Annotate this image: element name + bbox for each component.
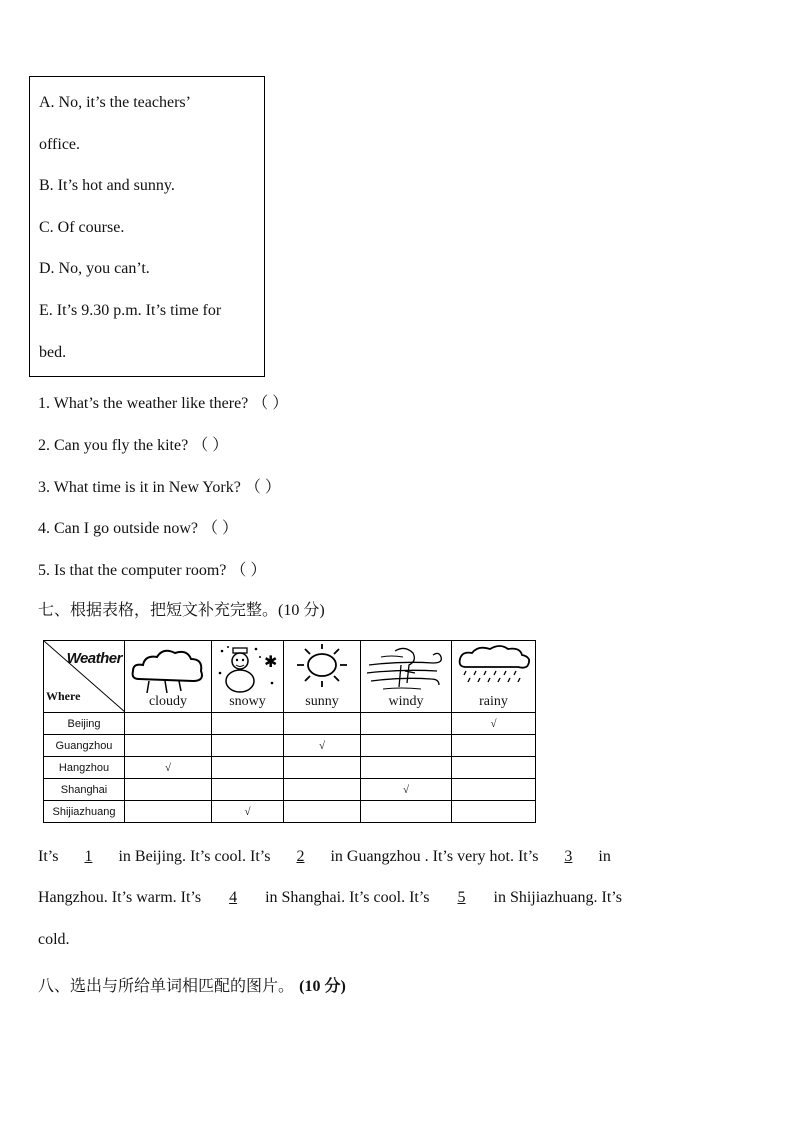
mark-cell [452, 801, 536, 823]
city-cell: Beijing [44, 713, 125, 735]
column-label: windy [388, 694, 424, 709]
mark-cell [284, 801, 361, 823]
option-e-line1: E. It’s 9.30 p.m. It’s time for [39, 302, 222, 319]
question-text: 3. What time is it in New York? [38, 479, 241, 496]
question-text: 1. What’s the weather like there? [38, 395, 249, 412]
question-2 [38, 432, 228, 455]
passage-text: in Shijiazhuang. It’s [493, 889, 622, 906]
section-7-title [38, 597, 325, 620]
mark-cell: √ [284, 735, 361, 757]
mark-cell [125, 801, 212, 823]
column-label: sunny [305, 694, 339, 709]
weather-table [43, 640, 536, 823]
mark-cell [212, 757, 284, 779]
column-windy [361, 641, 452, 713]
city-cell: Guangzhou [44, 735, 125, 757]
mark-cell [125, 735, 212, 757]
passage-text: It’s [38, 848, 59, 865]
blank-1[interactable]: 1 [84, 848, 93, 865]
section-8-score: (10 分) [299, 978, 346, 995]
passage-line-1 [38, 848, 611, 866]
answer-blank[interactable]: （ ） [252, 395, 289, 412]
option-e-line2: bed. [39, 344, 67, 361]
mark-cell [361, 757, 452, 779]
blank-4[interactable]: 4 [229, 889, 238, 906]
mark-cell [212, 735, 284, 757]
corner-weather-label: Weather [66, 650, 122, 667]
answer-blank[interactable]: （ ） [201, 520, 238, 537]
section-7-score: (10 分) [278, 602, 325, 619]
column-snowy [212, 641, 284, 713]
question-text: 4. Can I go outside now? [38, 520, 198, 537]
question-4 [38, 515, 238, 538]
table-header-row [44, 641, 536, 713]
mark-cell [361, 713, 452, 735]
passage-text: in [598, 848, 611, 865]
option-d: D. No, you can’t. [39, 260, 150, 277]
mark-cell [284, 713, 361, 735]
city-cell: Shijiazhuang [44, 801, 125, 823]
blank-3[interactable]: 3 [564, 848, 573, 865]
column-label: rainy [479, 694, 508, 709]
passage-text: in Shanghai. It’s cool. It’s [265, 889, 430, 906]
option-a-line2: office. [39, 136, 81, 153]
mark-cell: √ [452, 713, 536, 735]
wind-icon [361, 643, 452, 693]
section-8-heading: 八、选出与所给单词相匹配的图片。 [38, 976, 295, 995]
column-label: snowy [229, 694, 266, 709]
city-cell: Hangzhou [44, 757, 125, 779]
section-8-title [38, 973, 346, 996]
question-5 [38, 557, 266, 580]
passage-text: in Beijing. It’s cool. It’s [118, 848, 271, 865]
passage-line-2 [38, 889, 622, 907]
passage-line-3: cold. [38, 931, 70, 948]
table-row [44, 735, 536, 757]
table-row [44, 757, 536, 779]
question-3 [38, 474, 281, 497]
question-1 [38, 390, 288, 413]
column-rainy [452, 641, 536, 713]
table-row [44, 779, 536, 801]
mark-cell [361, 801, 452, 823]
table-corner-cell [44, 641, 125, 713]
city-cell: Shanghai [44, 779, 125, 801]
svg-text:✱: ✱ [264, 652, 278, 671]
option-b: B. It’s hot and sunny. [39, 177, 175, 194]
mark-cell [125, 713, 212, 735]
mark-cell [284, 757, 361, 779]
cloud-icon [125, 643, 212, 693]
mark-cell: √ [212, 801, 284, 823]
mark-cell [212, 779, 284, 801]
answer-blank[interactable]: （ ） [192, 437, 229, 454]
sun-icon [284, 643, 361, 693]
column-label: cloudy [148, 694, 188, 709]
mark-cell: √ [361, 779, 452, 801]
rain-icon [452, 643, 536, 693]
mark-cell: √ [125, 757, 212, 779]
blank-2[interactable]: 2 [296, 848, 305, 865]
mark-cell [125, 779, 212, 801]
answer-blank[interactable]: （ ） [244, 479, 281, 496]
option-c: C. Of course. [39, 219, 125, 236]
mark-cell [452, 735, 536, 757]
column-cloudy [125, 641, 212, 713]
mark-cell [452, 757, 536, 779]
passage-text: in Guangzhou . It’s very hot. It’s [330, 848, 539, 865]
table-row [44, 801, 536, 823]
passage-text: Hangzhou. It’s warm. It’s [38, 889, 202, 906]
mark-cell [452, 779, 536, 801]
question-text: 5. Is that the computer room? [38, 562, 227, 579]
table-row [44, 713, 536, 735]
option-a-line1: A. No, it’s the teachers’ [39, 94, 191, 111]
mark-cell [361, 735, 452, 757]
corner-where-label: Where [46, 689, 81, 703]
snowman-icon [212, 643, 284, 693]
mark-cell [284, 779, 361, 801]
mark-cell [212, 713, 284, 735]
section-7-heading: 七、根据表格，把短文补充完整。 [38, 600, 279, 619]
answer-options-box [29, 76, 265, 377]
question-text: 2. Can you fly the kite? [38, 437, 189, 454]
blank-5[interactable]: 5 [457, 889, 466, 906]
answer-blank[interactable]: （ ） [230, 562, 267, 579]
column-sunny [284, 641, 361, 713]
